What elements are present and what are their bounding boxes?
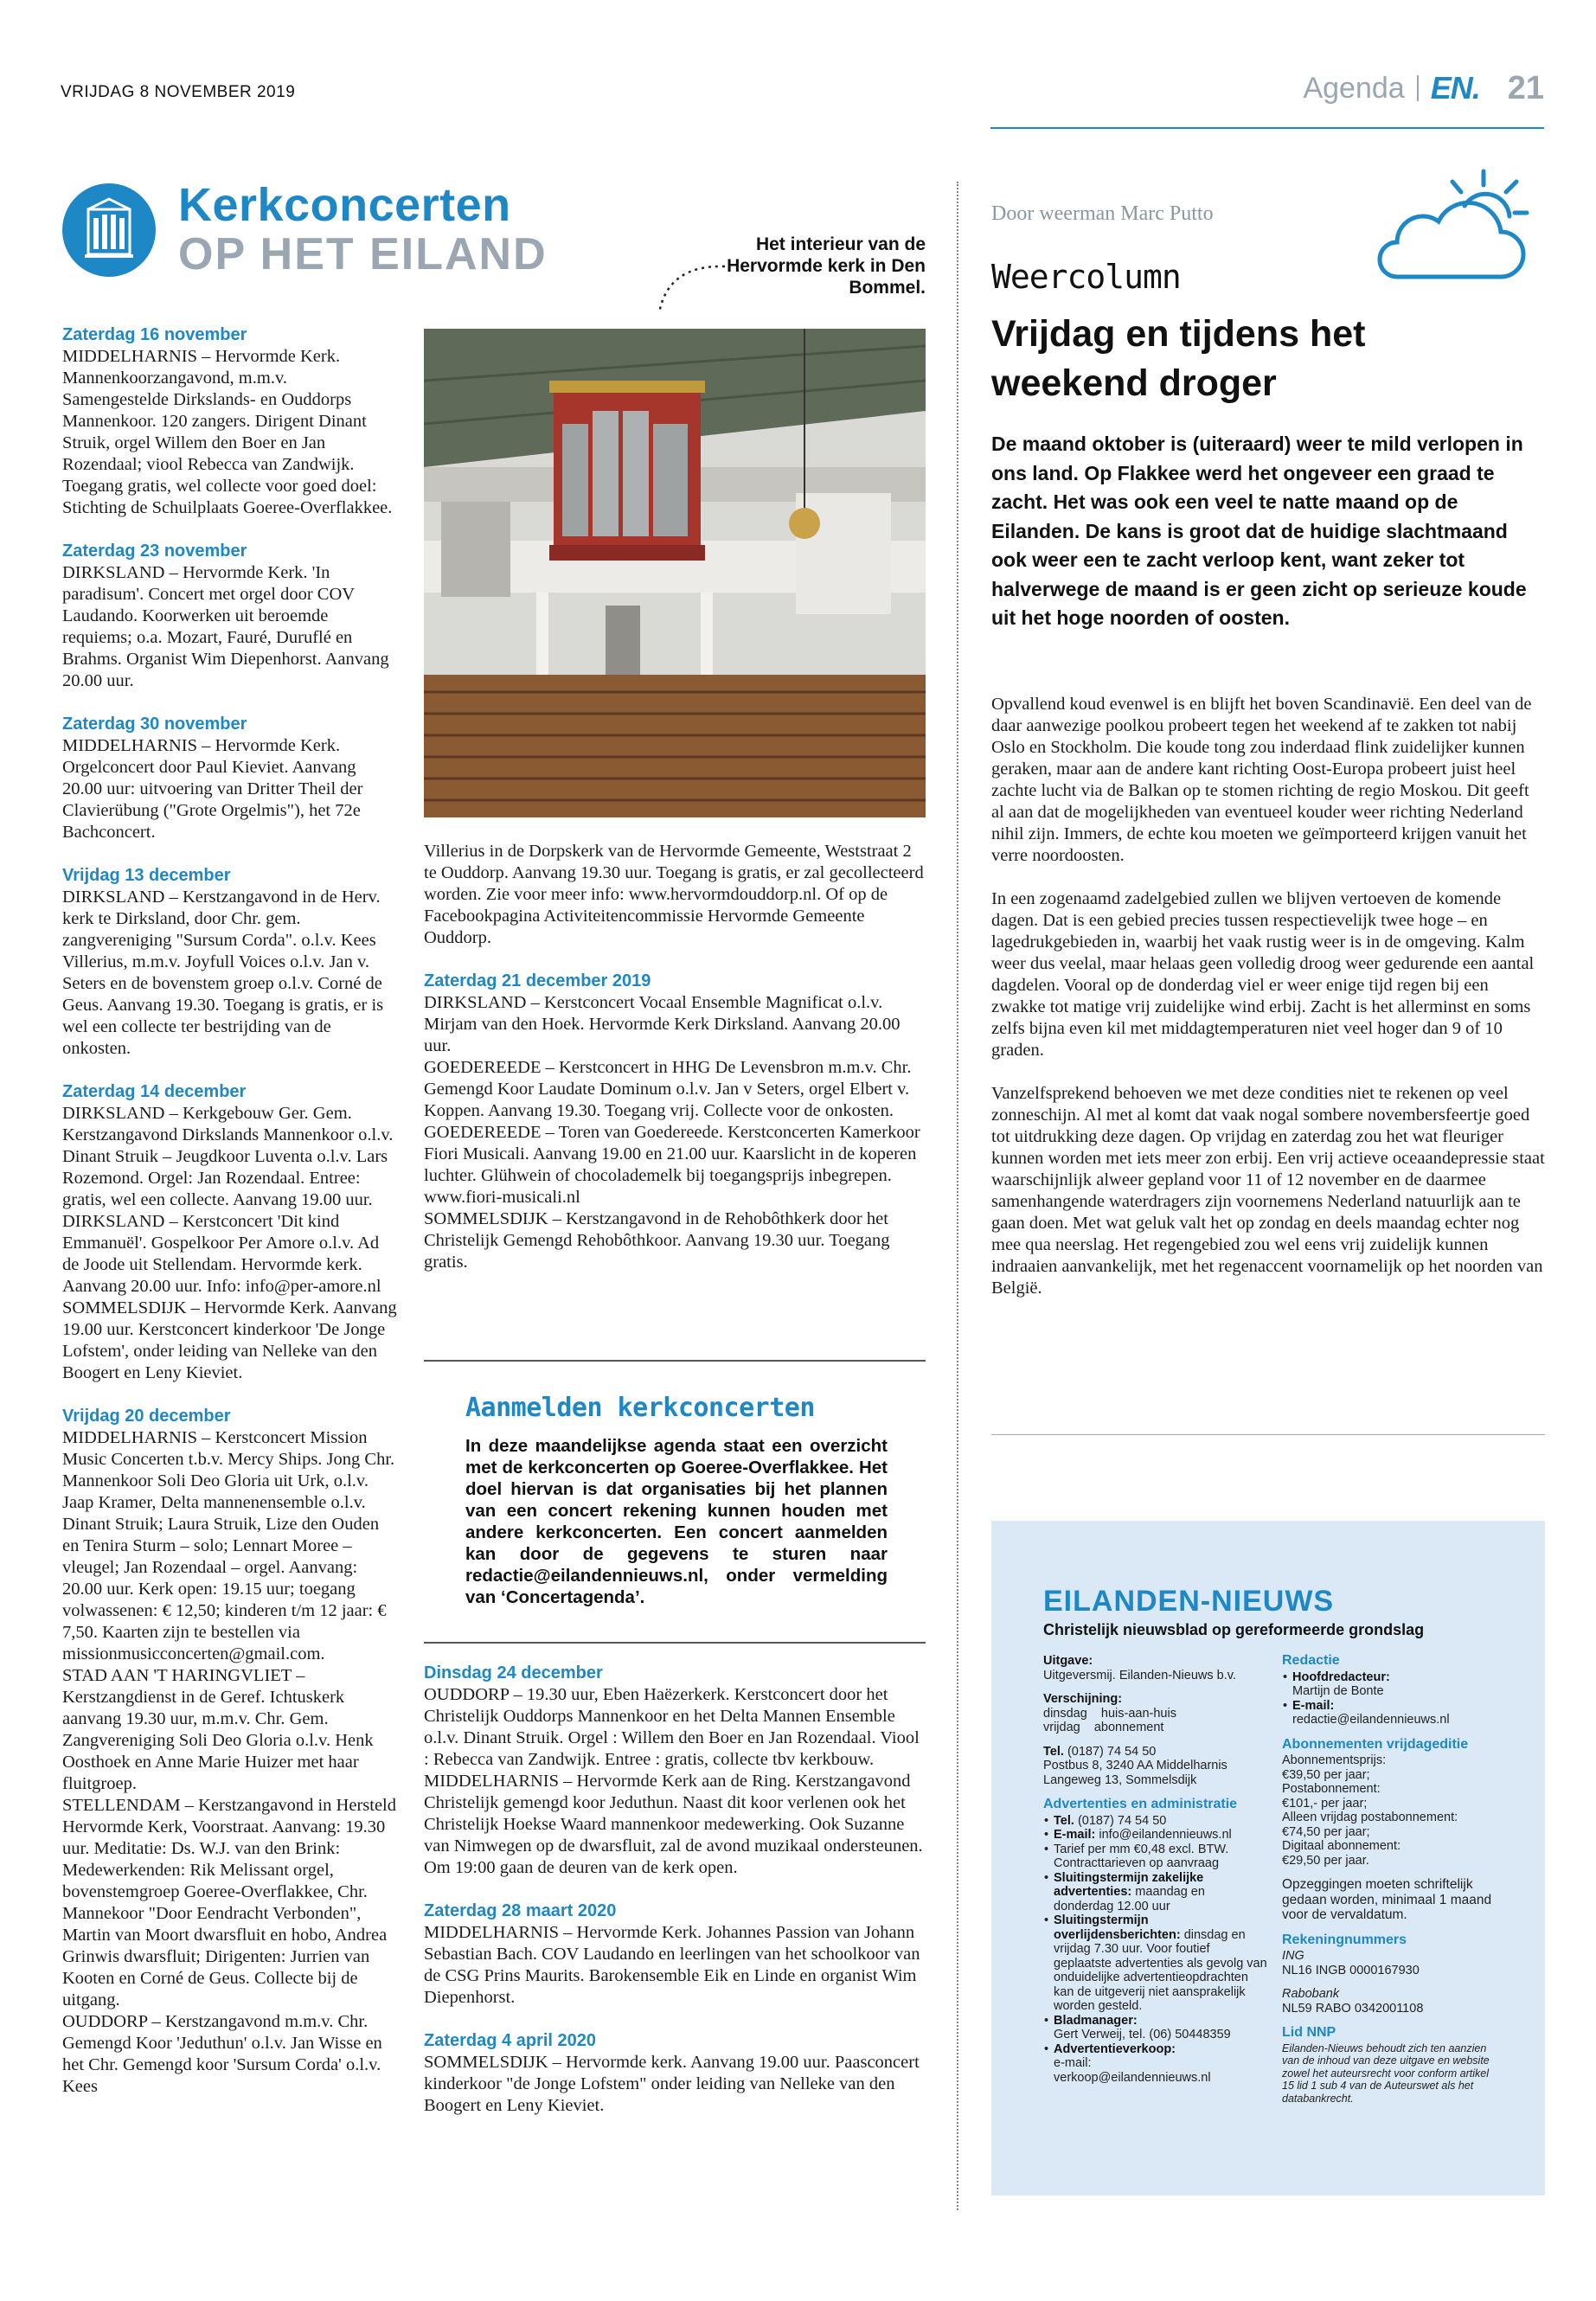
caption-pointer <box>651 260 728 320</box>
agenda-entry <box>62 324 398 519</box>
page-number: 21 <box>1507 69 1544 106</box>
page-header <box>1303 71 1544 106</box>
colophon-left <box>1043 1654 1268 2085</box>
newspaper-logo: EN. <box>1430 70 1480 106</box>
agenda-column-2 <box>424 841 926 1295</box>
abon-line: €29,50 per jaar. <box>1282 1853 1369 1868</box>
entry-text: SOMMELSDIJK – Hervormde kerk. Aanvang 19.00 uur. Paasconcert kinderkoor "de Jonge Lofstem" onder leiding van Nelleke van den Boogert en Leny Kieviet. <box>424 2053 920 2115</box>
list-item: • Sluitingstermijn overlijdensberichten: dinsdag en vrijdag 7.30 uur. Voor foutief geplaatste advertenties als gevolg van onduidelijke advertentieopdrachten kan de uitgeverij niet aansprakelijk worden gesteld. <box>1054 1913 1268 2014</box>
entry-date: Zaterdag 14 december <box>62 1082 247 1101</box>
entry-date: Zaterdag 28 maart 2020 <box>424 1901 617 1920</box>
photo-caption: Het interieur van de Hervormde kerk in Den Bommel. <box>727 234 926 298</box>
agenda-entry <box>62 714 398 843</box>
tel-label: Tel. <box>1043 1744 1064 1759</box>
abon-line: €74,50 per jaar; <box>1282 1824 1370 1839</box>
article-body <box>991 694 1545 1321</box>
agenda-column-2-lower <box>424 1663 926 2138</box>
entry-date: Zaterdag 16 november <box>62 325 247 344</box>
list-item: • Tel. (0187) 74 54 50 <box>1054 1814 1268 1829</box>
abon-line: €39,50 per jaar; <box>1282 1767 1370 1782</box>
abonnementen-heading: Abonnementen vrijdageditie <box>1282 1736 1469 1752</box>
page-subtitle: OP HET EILAND <box>178 229 548 279</box>
entry-text: DIRKSLAND – Kerstzangavond in de Herv. kerk te Dirksland, door Chr. gem. zangvereniging "Sursum Corda". o.l.v. Kees Villerius, m.m.v. Joyfull Voices o.l.v. Jan v. Seters en de bovenstem groep o.l.v. Corné de Geus. Aanvang 19.30. Toegang is gratis, er is wel een collecte ter bestrijding van de onkosten. <box>62 888 384 1058</box>
entry-text: DIRKSLAND – Kerstconcert Vocaal Ensemble Magnificat o.l.v. Mirjam van den Hoek. Hervormde Kerk Dirksland. Aanvang 20.00 uur. GOEDEREEDE – Kerstconcert in HHG De Levensbron m.m.v. Chr. Gemengd Koor Laudate Dominum o.l.v. Jan v Seters, orgel Elbert v. Koppen. Aanvang 19.30. Toegang vrij. Collecte voor de onkosten. GOEDEREEDE – Toren van Goedereede. Kerstconcerten Kamerkoor Fiori Musicali. Aanvang 19.00 en 21.00 uur. Kaarslicht in de koperen luchter. Glühwein of chocolademelk bij toegangsprijs inbegrepen. www.fiori-musicali.nl SOMMELSDIJK – Kerstzangavond in de Rehobôthkerk door het Christelijk Gemengd Rehobôthkoor. Aanvang 19.30 uur. Toegang gratis. <box>424 993 920 1272</box>
colophon-right <box>1282 1654 1498 2105</box>
agenda-entry <box>424 1663 926 1879</box>
verschijning-1: dinsdag huis-aan-huis <box>1043 1706 1176 1721</box>
colophon-logo: EILANDEN-NIEUWS <box>1043 1585 1335 1618</box>
column-divider <box>957 182 958 2210</box>
advertenties-list <box>1043 1814 1268 2086</box>
tel-value: (0187) 74 54 50 <box>1067 1744 1157 1759</box>
header-rule <box>990 127 1544 129</box>
bank-account: NL16 INGB 0000167930 <box>1282 1963 1420 1977</box>
entry-text: MIDDELHARNIS – Kerstconcert Mission Music Concerten t.b.v. Mercy Ships. Jong Chr. Mannenkoor Soli Deo Gloria uit Urk, o.l.v. Jaap Kramer, Delta mannenensemble o.l.v. Dinant Struik; Laura Struik, Lize den Ouden en Tenira Sturm – solo; Lennart Moree – vleugel; Jan Rozendaal – orgel. Aanvang: 20.00 uur. Kerk open: 19.15 uur; toegang volwassenen: € 12,50; kinderen t/m 12 jaar: € 7,50. Kaarten zijn te bestellen via missionmusicconcerten@gmail.com. STAD AAN 'T HARINGVLIET – Kerstzangdienst in de Geref. Ichtuskerk aanvang 19.30 uur, m.m.v. Chr. Gem. Zangvereniging Soli Deo Gloria o.l.v. Henk Oosthoek en Anne Marie Huizer met haar fluitgroep. STELLENDAM – Kerstzangavond in Hersteld Hervormde Kerk, Voorstraat. Aanvang: 19.30 uur. Meditatie: Ds. W.J. van den Brink: Medewerkenden: Rik Melissant orgel, bovenstemgroep Goeree-Overflakkee, Chr. Mannekoor "Door Eendracht Verbonden", Martin van Moort dwarsfluit en hobo, Andrea Grinwis dwarsfluit; Dirigenten: Jurrien van Kooten en Corné de Geus. Collecte bij de uitgang. OUDDORP – Kerstzangavond m.m.v. Chr. Gemengd Koor 'Jeduthun' o.l.v. Jan Wisse en het Chr. Gemengd koor 'Sursum Corda' o.l.v. Kees <box>62 1428 396 2096</box>
agenda-entry <box>424 1900 926 2009</box>
byline: Door weerman Marc Putto <box>991 202 1214 225</box>
article-headline: Vrijdag en tijdens het weekend droger <box>991 313 1366 404</box>
entry-date: Zaterdag 30 november <box>62 715 247 734</box>
agenda-entry <box>62 1081 398 1384</box>
opzegging-note: Opzeggingen moeten schriftelijk gedaan worden, minimaal 1 maand voor de vervaldatum. <box>1282 1877 1492 1922</box>
box-title: Aanmelden kerkconcerten <box>465 1393 815 1423</box>
advertenties-heading: Advertenties en administratie <box>1043 1797 1238 1811</box>
weather-cloud-sun-icon <box>1362 164 1535 285</box>
box-text: In deze maandelijkse agenda staat een overzicht met de kerkconcerten op Goeree-Overflakkee. Het doel hiervan is dat organisaties bij het plannen van een concert rekening kunnen houden met andere kerkconcerten. Een concert aanmelden kan door de gegevens te sturen naar redactie@eilandennieuws.nl, onder vermelding van ‘Concertagenda’. <box>465 1436 888 1607</box>
article-intro: De maand oktober is (uiteraard) weer te mild verlopen in ons land. Op Flakkee werd het ongeveer een graad te zacht. Het was ook een veel te natte maand op de Eilanden. De kans is groot dat de huidige slachtmaand ook weer een te zacht verloop kent, want zeker tot halverwege de maand is er geen zicht op serieuze koude uit het hoge noorden of oosten. <box>991 433 1527 629</box>
list-item: • Sluitingstermijn zakelijke advertenties: maandag en donderdag 12.00 uur <box>1054 1871 1268 1914</box>
entry-date: Vrijdag 20 december <box>62 1407 231 1426</box>
box-top-rule <box>424 1360 926 1362</box>
entry-date: Zaterdag 21 december 2019 <box>424 971 651 990</box>
verschijning-2: vrijdag abonnement <box>1043 1721 1164 1734</box>
church-icon <box>62 183 156 277</box>
abon-line: Abonnementsprijs: <box>1282 1753 1387 1767</box>
agenda-entry <box>62 1406 398 2098</box>
list-item: • Bladmanager: Gert Verweij, tel. (06) 50448359 <box>1054 2014 1268 2042</box>
entry-text: MIDDELHARNIS – Hervormde Kerk. Johannes Passion van Johann Sebastian Bach. COV Laudando en leerlingen van het schoolkoor van de CSG Prins Maurits. Barokensemble Eik en Linde en organist Wim Diepenhorst. <box>424 1923 920 2007</box>
entry-text: MIDDELHARNIS – Hervormde Kerk. Mannenkoorzangavond, m.m.v. Samengestelde Dirkslands- en Ouddorps Mannenkoor. 120 zangers. Dirigent Dinant Struik, orgel Willem den Boer en Jan Rozendaal; viool Rebecca van Zandwijk. Toegang gratis, wel collecte voor goed doel: Stichting de Schuilplaats Goeree-Overflakkee. <box>62 347 393 517</box>
agenda-entry <box>424 2030 926 2117</box>
verschijning-label: Verschijning: <box>1043 1692 1123 1706</box>
list-item: • Tarief per mm €0,48 excl. BTW. Contracttarieven op aanvraag <box>1054 1843 1268 1871</box>
list-item: • Hoofdredacteur: Martijn de Bonte <box>1292 1670 1498 1699</box>
page-title: Kerkconcerten <box>178 179 511 231</box>
address-1: Postbus 8, 3240 AA Middelharnis <box>1043 1759 1227 1772</box>
abon-line: Alleen vrijdag postabonnement: <box>1282 1811 1458 1824</box>
header-divider <box>1417 75 1419 101</box>
abon-line: €101,- per jaar; <box>1282 1796 1368 1811</box>
uitgave-value: Uitgeversmij. Eilanden-Nieuws b.v. <box>1043 1668 1236 1682</box>
article-end-rule <box>991 1434 1545 1435</box>
entry-date: Dinsdag 24 december <box>424 1663 603 1682</box>
entry-text: Villerius in de Dorpskerk van de Hervormde Gemeente, Weststraat 2 te Ouddorp. Aanvang 19.30 uur. Toegang is gratis, er zal gecollecteerd worden. Zie voor meer info: www.hervormdouddorp.nl. Of op de Facebookpagina Activiteitencommissie Hervormde Gemeente Ouddorp. <box>424 842 924 947</box>
abon-line: Postabonnement: <box>1282 1782 1381 1796</box>
list-item: • E-mail: info@eilandennieuws.nl <box>1054 1828 1268 1843</box>
redactie-list <box>1282 1670 1498 1727</box>
box-bottom-rule <box>424 1642 926 1644</box>
issue-date: VRIJDAG 8 NOVEMBER 2019 <box>61 83 296 101</box>
agenda-entry <box>424 971 926 1273</box>
section-name: Agenda <box>1303 71 1405 105</box>
list-item: • E-mail: redactie@eilandennieuws.nl <box>1292 1699 1498 1727</box>
agenda-entry <box>62 541 398 692</box>
agenda-column-1 <box>62 324 398 2119</box>
entry-text: DIRKSLAND – Hervormde Kerk. 'In paradisum'. Concert met orgel door COV Laudando. Koorwerken uit beroemde requiems; o.a. Mozart, Fauré, Duruflé en Brahms. Organist Wim Diepenhorst. Aanvang 20.00 uur. <box>62 563 389 690</box>
article-paragraph: Vanzelfsprekend behoeven we met deze condities niet te rekenen op veel zonneschijn. Al met al komt dat vaak nogal sombere novembersfeertje goed tot uitdrukking deze dagen. Op vrijdag en zaterdag zou het wat fleuriger kunnen worden met iets meer zon erbij. Een vrij actieve oceaandepressie staat waarschijnlijk alweer gepland voor 11 of 12 november en de daarmee samenhangende waterdragers zijn voornemens Nederland natuurlijk aan te gaan doen. Met wat geluk valt het op zondag en deels maandag echter nog mee qua neerslag. Het regengebied zou wel eens vrij zuidelijk kunnen indraaien aanvankelijk, met het regenaccent voornamelijk op het noorden van België. <box>991 1084 1545 1298</box>
abon-line: Digitaal abonnement: <box>1282 1839 1401 1853</box>
list-item: • Advertentieverkoop: e-mail: verkoop@eilandennieuws.nl <box>1054 2042 1268 2086</box>
uitgave-label: Uitgave: <box>1043 1654 1093 1668</box>
article-paragraph: In een zogenaamd zadelgebied zullen we blijven vertoeven de komende dagen. Dat is een gebied precies tussen respectievelijk twee hoge – en lagedrukgebieden in, waarbij het vaak rustig weer is in de omgeving. Kalm weer dus veelal, maar helaas geen volledig droog weer gedurende een aantal dagdelen. Vooral op de donderdag viel er weer enige tijd regen bij een zwakke tot matige vrij zuidelijke wind erbij. Zacht is het allerminst en soms zelfs bijna even kil met middagtemperaturen niet veel hoger dan 9 of 10 graden. <box>991 889 1535 1060</box>
address-2: Langeweg 13, Sommelsdijk <box>1043 1772 1197 1787</box>
colophon-tagline: Christelijk nieuwsblad op gereformeerde grondslag <box>1043 1621 1425 1638</box>
copyright-disclaimer: Eilanden-Nieuws behoudt zich ten aanzien van de inhoud van deze uitgave en website zowel het auteursrecht voor conform artikel 15 lid 1 sub 4 van de Auteurswet als het databankrecht. <box>1282 2041 1490 2105</box>
bank-account: NL59 RABO 0342001108 <box>1282 2001 1424 2016</box>
agenda-entry <box>62 865 398 1060</box>
bank-name: Rabobank <box>1282 1987 1340 2001</box>
entry-text: DIRKSLAND – Kerkgebouw Ger. Gem. Kerstzangavond Dirkslands Mannenkoor o.l.v. Dinant Struik – Jeugdkoor Luventa o.l.v. Lars Rozemond. Orgel: Jan Rozendaal. Entree: gratis, wel een collecte. Aanvang 19.00 uur. DIRKSLAND – Kerstconcert 'Dit kind Emmanuël'. Gospelkoor Per Amore o.l.v. Ad de Joode uit Stellendam. Hervormde kerk. Aanvang 20.00 uur. Info: info@per-amore.nl SOMMELSDIJK – Hervormde Kerk. Aanvang 19.00 uur. Kerstconcert kinderkoor 'De Jonge Lofstem', onder leiding van Nelleke van den Boogert en Leny Kieviet. <box>62 1104 397 1382</box>
article-paragraph: Opvallend koud evenwel is en blijft het boven Scandinavië. Een deel van de daar aanwezige poolkou probeert tegen het weekend af te zakken tot nabij Oslo en Stockholm. Die koude tong zou inderdaad flink zuidelijker kunnen geraken, maar aan de andere kant richting Oost-Europa probeert juist heel zachte lucht via de Balkan op te stomen richting de regio Moskou. Dit geeft al aan dat de mogelijkheden van eventueel kouder weer richting Nederland nihil zijn. Immers, de echte kou moeten we geïmporteerd krijgen vanuit het verre noordoosten. <box>991 695 1532 865</box>
entry-text: MIDDELHARNIS – Hervormde Kerk. Orgelconcert door Paul Kieviet. Aanvang 20.00 uur: uitvoering van Dritter Theil der Clavierübung ("Grote Orgelmis"), het 72e Bachconcert. <box>62 736 363 842</box>
agenda-entry-continued <box>424 841 926 949</box>
column-label: Weercolumn <box>991 258 1181 296</box>
entry-date: Zaterdag 4 april 2020 <box>424 2031 596 2050</box>
entry-date: Vrijdag 13 december <box>62 866 231 885</box>
entry-date: Zaterdag 23 november <box>62 542 247 561</box>
redactie-heading: Redactie <box>1282 1653 1340 1668</box>
church-organ-photo <box>424 329 926 817</box>
entry-text: OUDDORP – 19.30 uur, Eben Haëzerkerk. Kerstconcert door het Christelijk Ouddorps Mannenkoor en het Delta Mannen Ensemble o.l.v. Dinant Struik. Orgel : Willem den Boer en Jan Rozendaal. Viool : Rebecca van Zandwijk. Entree : gratis, collecte tbv kerkbouw. MIDDELHARNIS – Hervormde Kerk aan de Ring. Kerstzangavond Christelijk gemengd koor Jeduthun. Naast dit koor verlenen ook het Christelijk Hoekse Waard mannenkoor medewerking. Ook Suzanne van Nimwegen op de dwarsfluit, zal de avond muzikaal ondersteunen. Om 19:00 gaan de deuren van de kerk open. <box>424 1685 923 1877</box>
lid-nnp: Lid NNP <box>1282 2025 1336 2040</box>
bank-name: ING <box>1282 1949 1304 1963</box>
rekening-heading: Rekeningnummers <box>1282 1932 1407 1947</box>
